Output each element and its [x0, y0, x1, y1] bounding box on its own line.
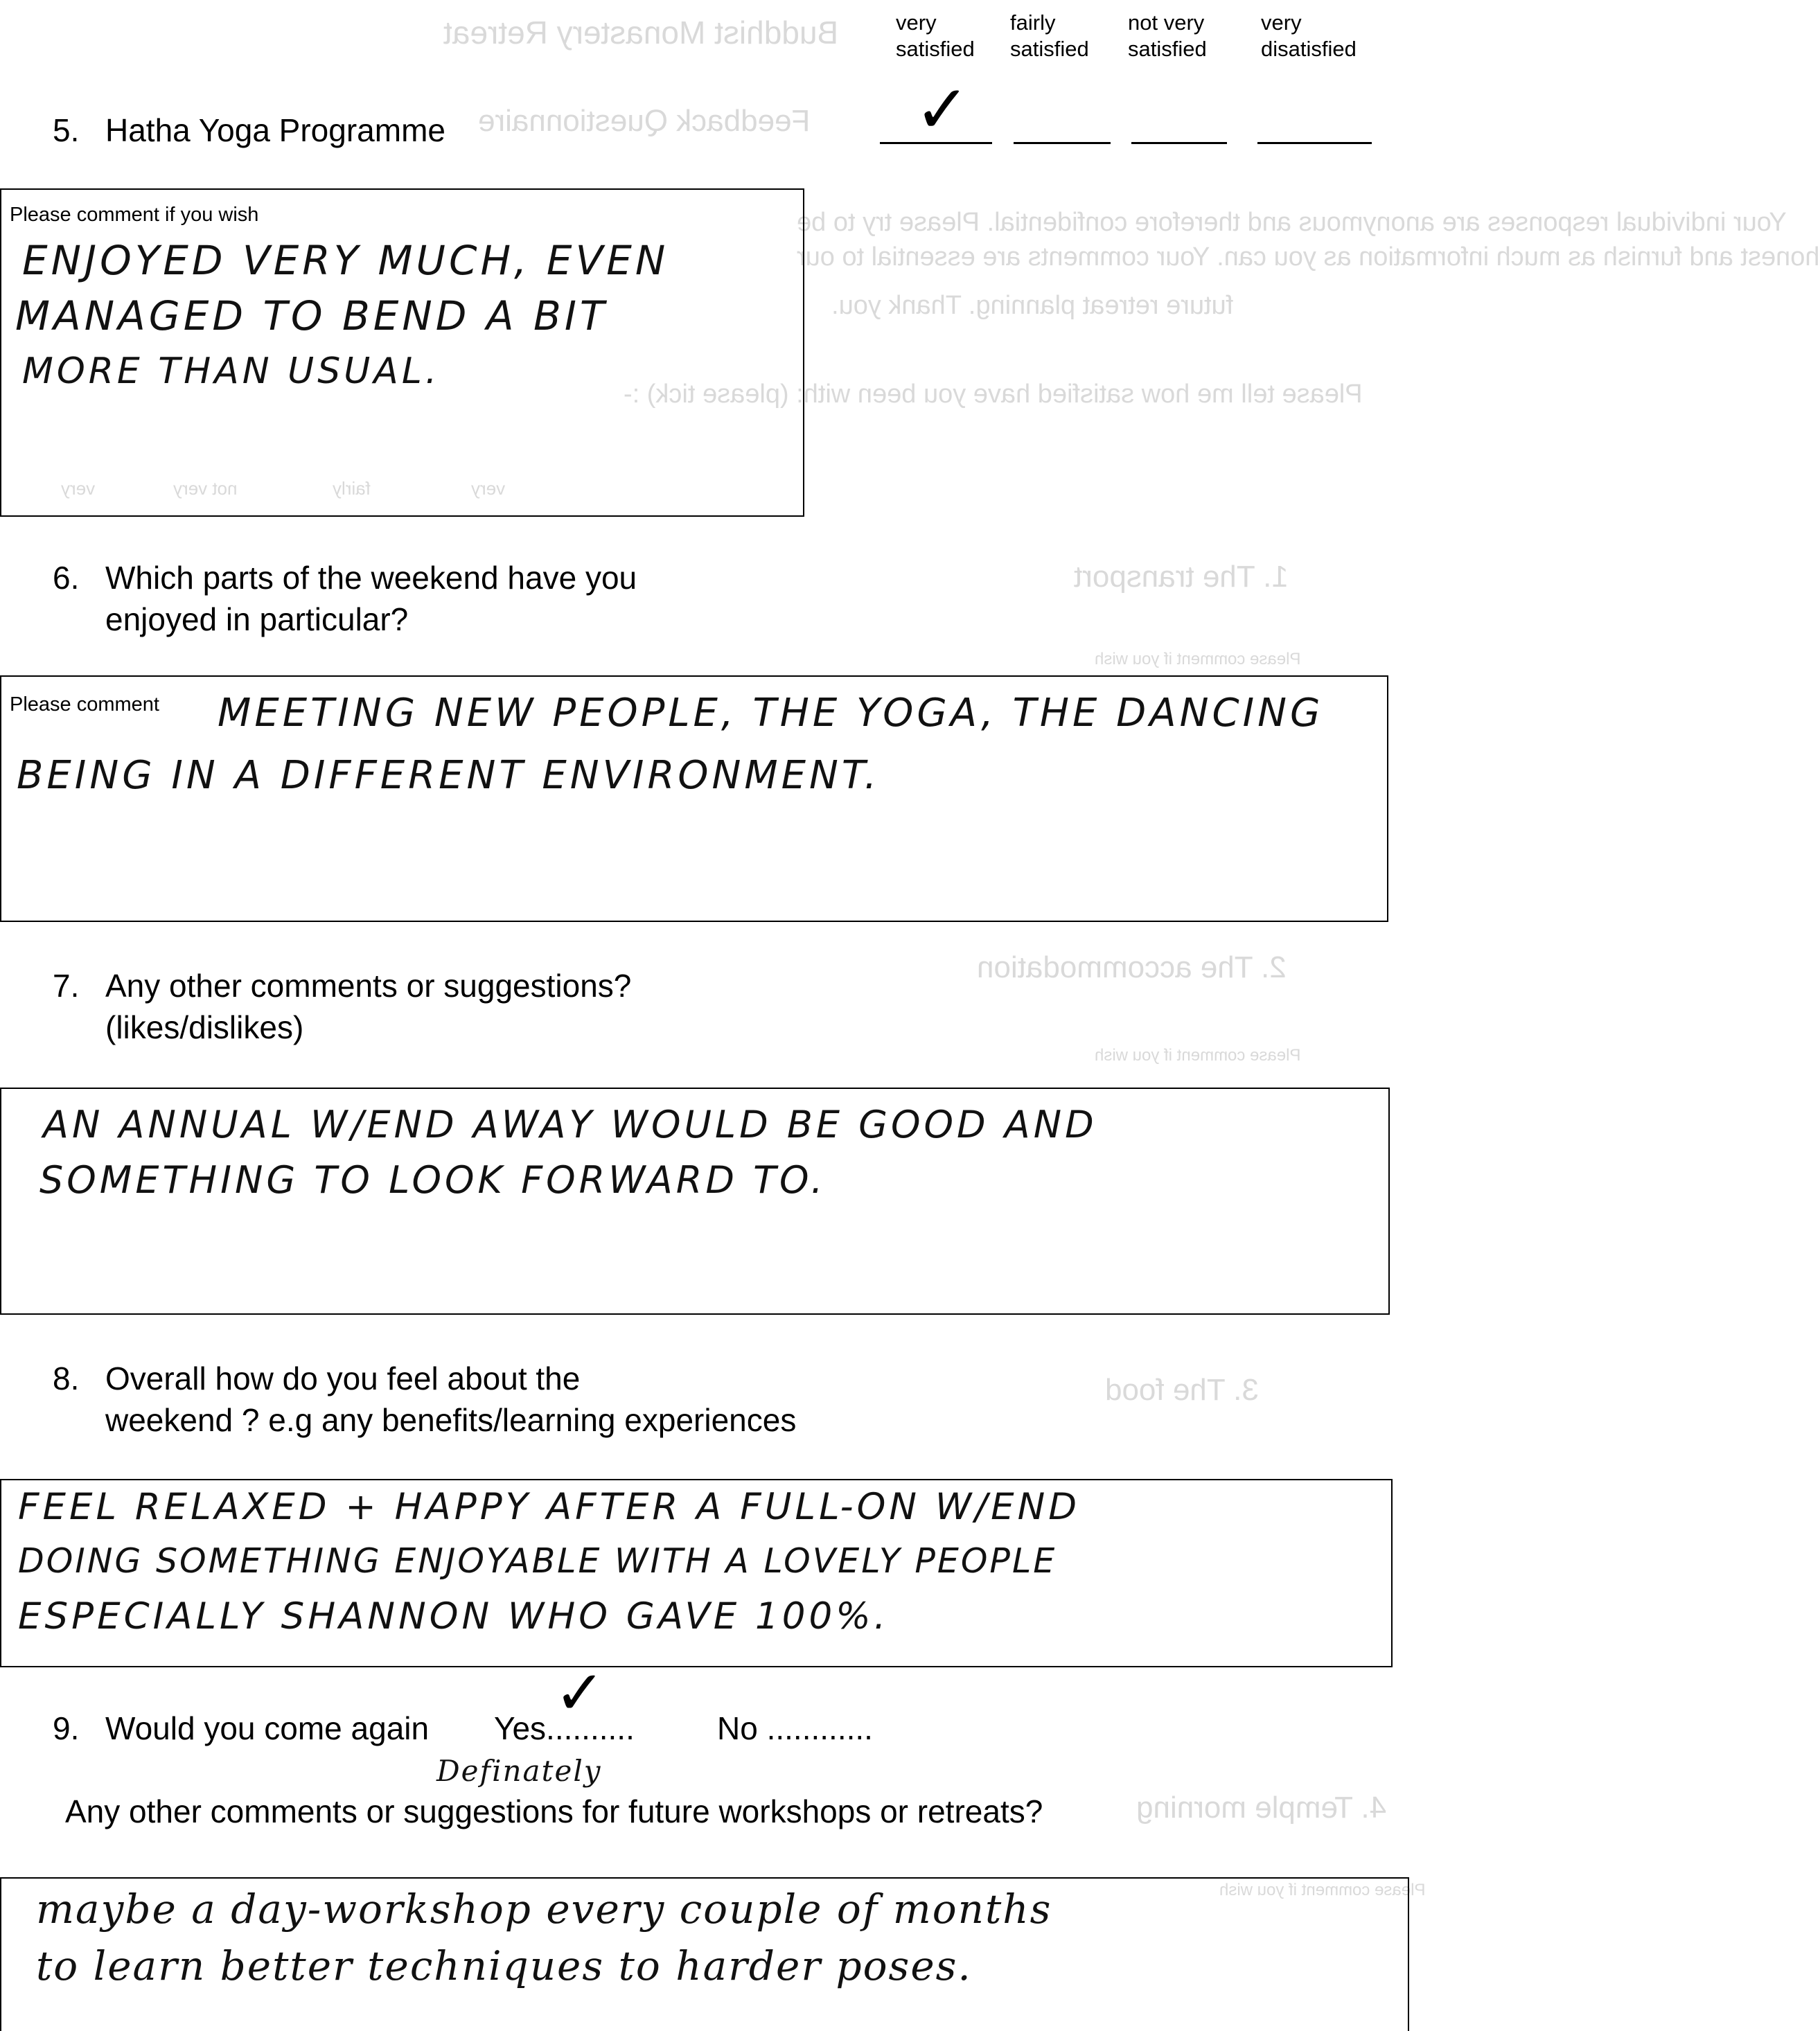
handwritten-line: maybe a day-workshop every couple of months [36, 1886, 1052, 1933]
comment-box-q6[interactable] [0, 675, 1388, 922]
comment-box-q8[interactable] [0, 1479, 1393, 1667]
handwritten-line: AN ANNUAL W/END AWAY WOULD BE GOOD AND [43, 1103, 1097, 1146]
question-text: Would you come again [105, 1710, 430, 1746]
question-number: 6. [53, 560, 80, 596]
handwritten-line: ENJOYED VERY MUCH, EVEN [22, 237, 669, 284]
ghost-scale-4: very [471, 478, 506, 499]
yes-option[interactable]: Yes.......... [494, 1710, 635, 1746]
question-number: 5. [53, 112, 80, 148]
rating-line-4[interactable] [1257, 142, 1372, 144]
question-7 [53, 965, 631, 1048]
question-text-line2: weekend ? e.g any benefits/learning experiences [105, 1402, 797, 1438]
tick-mark-icon: ✓ [915, 71, 971, 148]
ghost-intro-1: Your individual responses are anonymous and therefore confidential. Please try to be [797, 208, 1787, 237]
question-9 [53, 1708, 429, 1749]
question-text: Overall how do you feel about the [105, 1360, 581, 1396]
question-number: 7. [53, 968, 80, 1004]
ghost-intro-3: future retreat planning. Thank you. [831, 291, 1234, 320]
rating-col-very-disatisfied: very disatisfied [1261, 10, 1357, 61]
handwritten-line: MANAGED TO BEND A BIT [15, 292, 608, 339]
handwritten-line: to learn better techniques to harder poses. [36, 1942, 972, 1989]
handwritten-line: MORE THAN USUAL. [22, 351, 441, 392]
handwritten-line: SOMETHING TO LOOK FORWARD TO. [39, 1158, 827, 1202]
ghost-comment-1: Please comment if you wish [1095, 650, 1301, 668]
handwritten-line: FEEL RELAXED + HAPPY AFTER A FULL-ON W/END [18, 1486, 1081, 1528]
ghost-subtitle: Feedback Questionnaire [478, 104, 811, 138]
followup-question: Any other comments or suggestions for future workshops or retreats? [65, 1793, 1043, 1829]
question-number: 8. [53, 1360, 80, 1396]
ghost-title: Buddhist Monastery Retreat [443, 15, 839, 51]
question-text: Any other comments or suggestions? [105, 968, 632, 1004]
yes-note: Definately [436, 1754, 602, 1788]
comment-label: Please comment [10, 693, 159, 716]
question-6 [53, 557, 637, 640]
ghost-intro-4: Please tell me how satisfied have you been with: (please tick) :- [624, 380, 1363, 409]
comment-label: Please comment if you wish [10, 204, 259, 226]
question-8 [53, 1358, 796, 1441]
rating-line-3[interactable] [1131, 142, 1227, 144]
question-text: Which parts of the weekend have you [105, 560, 637, 596]
ghost-item-4: 4. Temple morning [1136, 1791, 1387, 1825]
comment-box-q9[interactable] [0, 1877, 1409, 2031]
ghost-item-2: 2. The accommodation [977, 950, 1287, 984]
question-number: 9. [53, 1710, 80, 1746]
no-option[interactable]: No ............ [717, 1710, 873, 1746]
rating-col-not-very-satisfied: not very satisfied [1128, 10, 1207, 61]
rating-col-very-satisfied: very satisfied [896, 10, 975, 61]
comment-box-q7[interactable] [0, 1088, 1390, 1315]
ghost-comment-2: Please comment if you wish [1095, 1046, 1301, 1065]
rating-line-2[interactable] [1014, 142, 1111, 144]
question-text-line2: (likes/dislikes) [105, 1009, 304, 1045]
tick-mark-icon: ✓ [554, 1657, 606, 1728]
ghost-comment-4: Please comment if you wish [1219, 1881, 1426, 1899]
ghost-scale-3: fairly [333, 478, 371, 499]
handwritten-line: MEETING NEW PEOPLE, THE YOGA, THE DANCING [218, 691, 1324, 736]
ghost-scale-1: very [61, 478, 96, 499]
ghost-item-3: 3. The food [1105, 1373, 1259, 1407]
ghost-scale-2: not very [173, 478, 238, 499]
handwritten-line: DOING SOMETHING ENJOYABLE WITH A LOVELY PEOPLE [18, 1541, 1057, 1581]
rating-col-fairly-satisfied: fairly satisfied [1010, 10, 1089, 61]
question-text: Hatha Yoga Programme [105, 112, 445, 148]
question-text-line2: enjoyed in particular? [105, 601, 409, 637]
comment-box-q5[interactable] [0, 188, 804, 517]
ghost-item-1: 1. The transport [1074, 560, 1289, 594]
question-5 [53, 109, 445, 151]
handwritten-line: ESPECIALLY SHANNON WHO GAVE 100%. [18, 1595, 890, 1638]
handwritten-line: BEING IN A DIFFERENT ENVIRONMENT. [17, 753, 881, 798]
ghost-intro-2: honest and furnish as much information as you can. Your comments are essential to our [797, 242, 1820, 272]
